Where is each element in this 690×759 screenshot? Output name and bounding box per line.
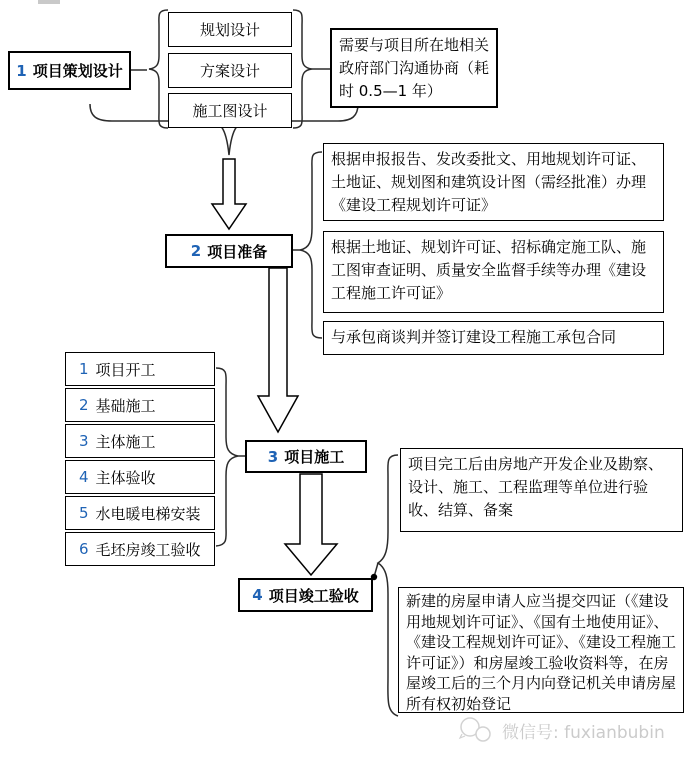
brace-design-left bbox=[149, 10, 168, 128]
step-box-planning bbox=[8, 51, 131, 90]
substep-box-utilities-install bbox=[65, 496, 215, 530]
design-label: 施工图设计 bbox=[192, 102, 268, 120]
substep-box-structure-acceptance bbox=[65, 460, 215, 494]
step-label: 项目施工 bbox=[284, 448, 345, 466]
substep-label: 水电暖电梯安装 bbox=[95, 504, 201, 523]
brace-design-right bbox=[293, 10, 312, 128]
brace-prepare-notes bbox=[300, 152, 322, 338]
watermark-label: 微信号: fuxianbubin bbox=[502, 722, 665, 743]
step-box-preparation bbox=[165, 234, 293, 268]
design-box-construction-drawing bbox=[168, 93, 292, 128]
substep-number: 5 bbox=[79, 504, 89, 522]
substep-label: 项目开工 bbox=[95, 360, 156, 379]
step-box-completion-acceptance bbox=[238, 578, 373, 612]
substep-label: 主体验收 bbox=[95, 468, 156, 487]
substep-number: 1 bbox=[79, 360, 89, 378]
substep-number: 6 bbox=[79, 540, 89, 558]
step-number: 4 bbox=[252, 586, 263, 604]
substep-box-start bbox=[65, 352, 215, 386]
substep-number: 2 bbox=[79, 396, 89, 414]
note-contract-signing: 与承包商谈判并签订建设工程施工承包合同 bbox=[323, 321, 664, 355]
design-box-planning bbox=[168, 12, 292, 47]
wechat-icon bbox=[458, 716, 496, 744]
watermark bbox=[458, 711, 688, 749]
flow-arrow-step1-step2 bbox=[212, 159, 246, 229]
brace-substeps bbox=[216, 368, 238, 546]
step-number: 1 bbox=[16, 61, 27, 80]
step-box-construction bbox=[245, 440, 367, 473]
scroll-artifact bbox=[38, 0, 60, 4]
note-final-acceptance: 项目完工后由房地产开发企业及勘察、设计、施工、工程监理等单位进行验收、结算、备案 bbox=[400, 448, 683, 532]
flow-arrow-step2-step3 bbox=[258, 268, 298, 432]
step-label: 项目准备 bbox=[207, 242, 268, 261]
substep-number: 3 bbox=[79, 432, 89, 450]
design-label: 规划设计 bbox=[199, 21, 260, 39]
design-label: 方案设计 bbox=[199, 62, 260, 80]
substep-number: 4 bbox=[79, 468, 89, 486]
step-number: 2 bbox=[190, 242, 202, 260]
flow-arrow-step3-step4 bbox=[285, 474, 337, 575]
substep-box-rough-house-acceptance bbox=[65, 532, 215, 566]
substep-box-foundation bbox=[65, 388, 215, 422]
note-planning-consultation: 需要与项目所在地相关政府部门沟通协商（耗时 0.5—1 年） bbox=[330, 28, 498, 108]
substep-label: 基础施工 bbox=[95, 396, 156, 415]
step-label: 项目策划设计 bbox=[32, 62, 123, 80]
substep-label: 毛坯房竣工验收 bbox=[95, 540, 201, 559]
note-construction-permit: 根据土地证、规划许可证、招标确定施工队、施工图审查证明、质量安全监督手续等办理《建设工程施工许可证》 bbox=[323, 231, 664, 313]
step-label: 项目竣工验收 bbox=[268, 586, 359, 605]
link-brace-step4 bbox=[374, 563, 378, 577]
substep-label: 主体施工 bbox=[95, 432, 156, 451]
brace-acceptance-notes bbox=[378, 455, 398, 716]
note-planning-permit: 根据申报报告、发改委批文、用地规划许可证、土地证、规划图和建筑设计图（需经批准）办理《建设工程规划许可证》 bbox=[323, 143, 664, 221]
note-initial-registration: 新建的房屋申请人应当提交四证（《建设用地规划许可证》、《国有土地使用证》、《建设工程规划许可证》、《建设工程施工许可证》）和房屋竣工验收资料等，在房屋竣工后的三个月内向登记机关申请房屋所有权初始登记 bbox=[398, 587, 684, 713]
design-box-scheme bbox=[168, 53, 292, 88]
step-number: 3 bbox=[267, 447, 279, 466]
substep-box-main-structure bbox=[65, 424, 215, 458]
